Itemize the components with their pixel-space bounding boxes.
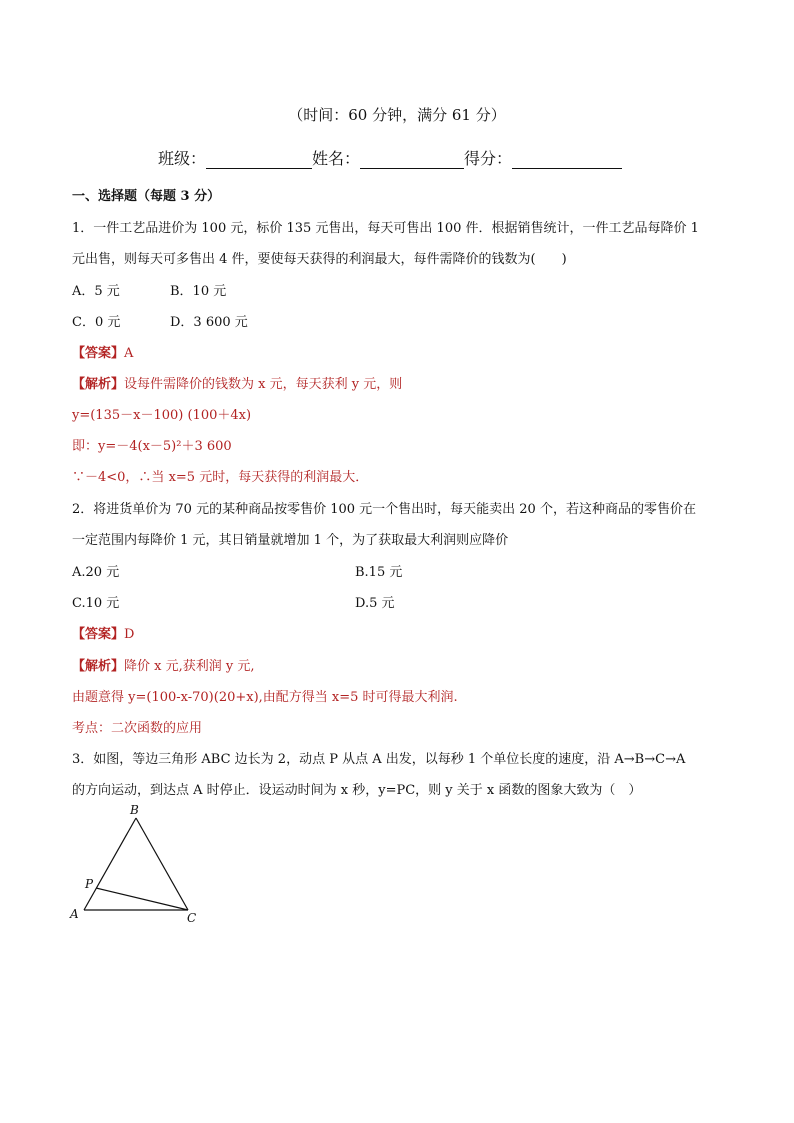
section-title: 一、选择题（每题 3 分） <box>72 189 221 204</box>
q2-option-b: B.15 元 <box>355 565 403 580</box>
q1-option-c: C．0 元 <box>72 315 121 330</box>
q2-answer <box>72 623 134 642</box>
q2-option-a: A.20 元 <box>72 565 120 580</box>
q2-option-d: D.5 元 <box>355 596 395 611</box>
answer-tag: 【答案】 <box>72 627 125 642</box>
q2-option-c: C.10 元 <box>72 596 120 611</box>
side-bc <box>136 818 188 910</box>
analysis-tag: 【解析】 <box>72 659 125 674</box>
score-blank[interactable] <box>512 150 622 169</box>
name-blank[interactable] <box>360 150 464 169</box>
analysis-text: 降价 x 元,获利润 y 元, <box>124 659 255 674</box>
q2-analysis-line2: 由题意得 y=(100-x-70)(20+x),由配方得当 x=5 时可得最大利润. <box>72 690 458 705</box>
q1-text-line1: 1．一件工艺品进价为 100 元，标价 135 元售出，每天可售出 100 件．根据销售统计，一件工艺品每降价 1 <box>72 221 699 236</box>
student-info-row <box>158 146 622 169</box>
answer-value: A <box>124 346 134 361</box>
q3-text-line1: 3．如图，等边三角形 ABC 边长为 2，动点 P 从点 A 出发，以每秒 1 个单位长度的速度，沿 A→B→C→A <box>72 752 686 767</box>
q1-option-b: B．10 元 <box>170 284 227 299</box>
q1-option-d: D．3 600 元 <box>170 315 248 330</box>
label-c: C <box>187 911 197 925</box>
exam-subtitle: （时间：60 分钟，满分 61 分） <box>288 106 506 124</box>
label-b: B <box>130 803 139 817</box>
q2-note: 考点：二次函数的应用 <box>72 721 203 736</box>
class-label: 班级： <box>158 149 207 168</box>
class-blank[interactable] <box>206 150 312 169</box>
segment-pc <box>96 888 188 910</box>
triangle-figure <box>60 800 220 930</box>
q1-option-a: A．5 元 <box>72 284 120 299</box>
q2-text-line2: 一定范围内每降价 1 元，其日销量就增加 1 个，为了获取最大利润则应降价 <box>72 533 509 548</box>
q1-text-line2: 元出售，则每天可多售出 4 件，要使每天获得的利润最大，每件需降价的钱数为( ) <box>72 252 567 267</box>
answer-tag: 【答案】 <box>72 346 125 361</box>
q1-answer <box>72 342 133 361</box>
label-p: P <box>85 877 94 891</box>
q1-analysis-line3: 即：y=－4(x－5)²＋3 600 <box>72 439 232 454</box>
q1-analysis-line1 <box>72 373 402 392</box>
analysis-tag: 【解析】 <box>72 377 125 392</box>
name-label: 姓名： <box>312 149 361 168</box>
answer-value: D <box>124 627 135 642</box>
q1-analysis-line2: y=(135－x－100) (100＋4x) <box>72 408 252 423</box>
q1-analysis-line4: ∵－4<0，∴当 x=5 元时，每天获得的利润最大． <box>72 470 369 485</box>
label-a: A <box>70 907 79 921</box>
analysis-text: 设每件需降价的钱数为 x 元，每天获利 y 元，则 <box>124 377 403 392</box>
q2-text-line1: 2．将进货单价为 70 元的某种商品按零售价 100 元一个售出时，每天能卖出 20 个，若这种商品的零售价在 <box>72 502 696 517</box>
q3-text-line2: 的方向运动，到达点 A 时停止．设运动时间为 x 秒，y=PC，则 y 关于 x 函数的图象大致为（ ） <box>72 783 642 798</box>
score-label: 得分： <box>464 149 513 168</box>
q2-analysis-line1 <box>72 655 255 674</box>
